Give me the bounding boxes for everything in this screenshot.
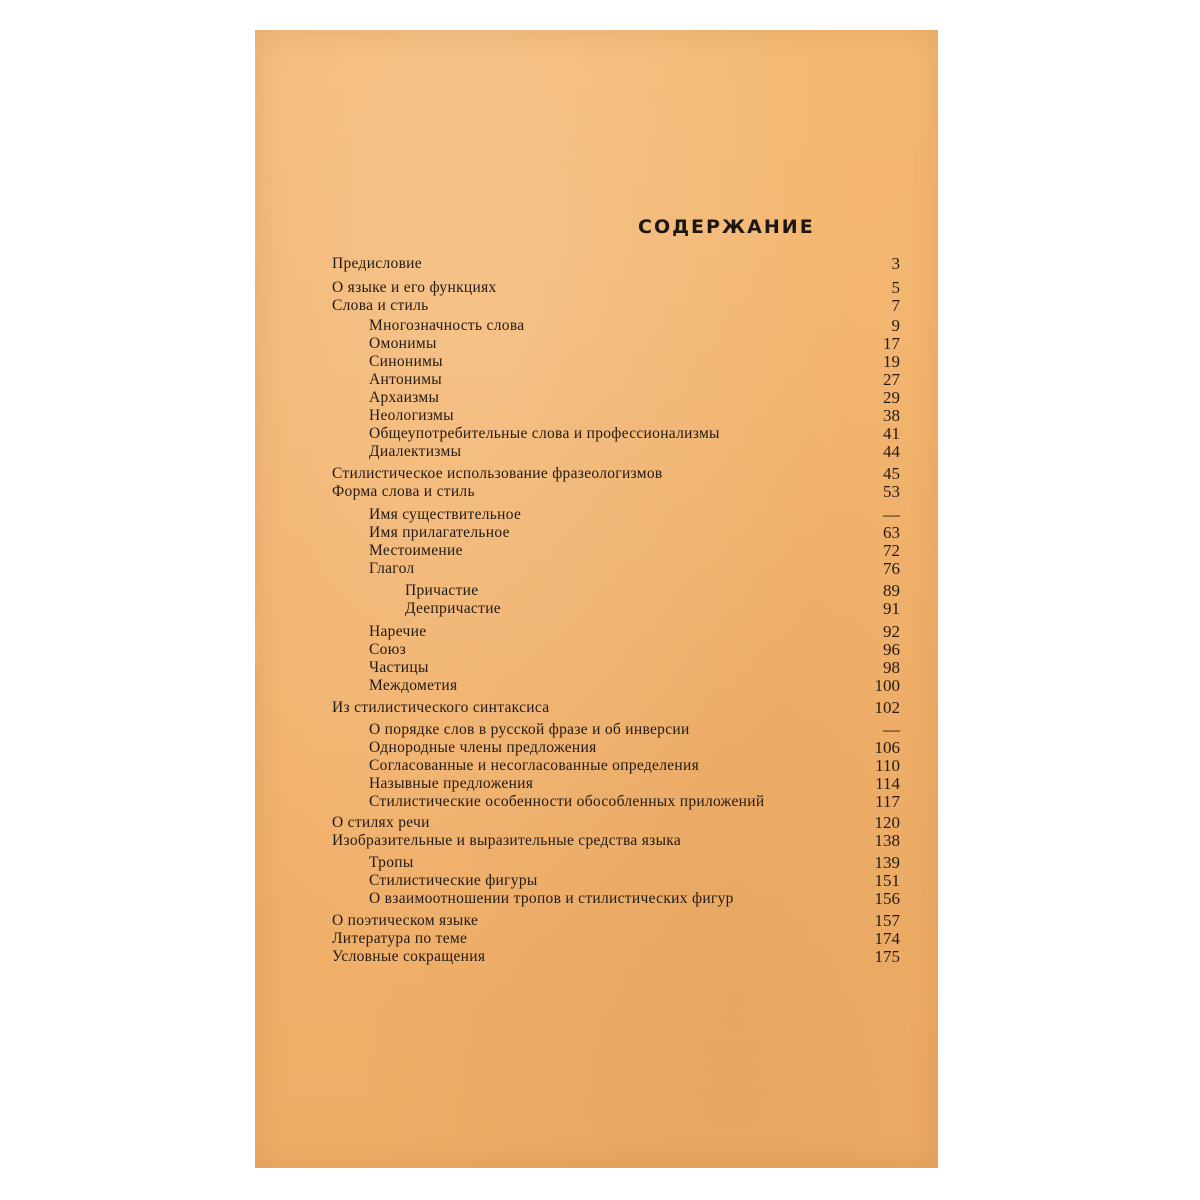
toc-entry bbox=[255, 600, 938, 618]
toc-page-number: 3 bbox=[891, 254, 900, 273]
toc-page-number: 19 bbox=[883, 352, 900, 371]
book-page bbox=[255, 30, 938, 1168]
toc-entry bbox=[255, 506, 938, 524]
toc-entry-title: Слова и стиль bbox=[332, 297, 429, 314]
toc-entry bbox=[255, 912, 938, 930]
toc-entry bbox=[255, 948, 938, 966]
toc-entry bbox=[255, 699, 938, 717]
toc-page-number: 27 bbox=[883, 370, 900, 389]
toc-entry bbox=[255, 560, 938, 578]
toc-page-number: 98 bbox=[883, 658, 900, 677]
toc-entry bbox=[255, 890, 938, 908]
toc-entry-title: Диалектизмы bbox=[369, 443, 462, 460]
toc-page-number: 175 bbox=[874, 947, 900, 966]
toc-entry bbox=[255, 739, 938, 757]
toc-page-number: 92 bbox=[883, 622, 900, 641]
toc-entry bbox=[255, 465, 938, 483]
toc-entry-title: Местоимение bbox=[369, 542, 463, 559]
toc-page-number: 41 bbox=[883, 424, 900, 443]
toc-entry bbox=[255, 335, 938, 353]
toc-entry-title: Литература по теме bbox=[332, 930, 468, 947]
toc-entry bbox=[255, 854, 938, 872]
toc-page-number: 106 bbox=[874, 738, 900, 757]
toc-entry bbox=[255, 353, 938, 371]
toc-entry-title: Изобразительные и выразительные средства языка bbox=[332, 832, 682, 849]
toc-page-number: 5 bbox=[891, 278, 900, 297]
toc-entry bbox=[255, 483, 938, 501]
toc-page-number: 29 bbox=[883, 388, 900, 407]
toc-entry bbox=[255, 677, 938, 695]
toc-entry bbox=[255, 389, 938, 407]
toc-entry-title: Неологизмы bbox=[369, 407, 454, 424]
toc-page-number: 120 bbox=[874, 813, 900, 832]
toc-entry-title: Глагол bbox=[369, 560, 415, 577]
toc-page-number: 110 bbox=[875, 756, 900, 775]
toc-entry bbox=[255, 524, 938, 542]
toc-entry-title: Антонимы bbox=[369, 371, 443, 388]
toc-page-number: 102 bbox=[874, 698, 900, 717]
toc-page-number: — bbox=[883, 720, 900, 739]
toc-entry bbox=[255, 443, 938, 461]
contents-heading: СОДЕРЖАНИЕ bbox=[638, 216, 815, 238]
toc-entry-title: Имя существительное bbox=[369, 506, 522, 523]
toc-entry bbox=[255, 659, 938, 677]
toc-entry-title: Деепричастие bbox=[405, 600, 501, 617]
toc-page-number: 151 bbox=[874, 871, 900, 890]
toc-entry-title: О порядке слов в русской фразе и об инверсии bbox=[369, 721, 690, 738]
toc-entry-title: Форма слова и стиль bbox=[332, 483, 475, 500]
toc-entry bbox=[255, 425, 938, 443]
toc-entry-title: Причастие bbox=[405, 582, 479, 599]
toc-entry bbox=[255, 814, 938, 832]
toc-entry bbox=[255, 930, 938, 948]
toc-entry bbox=[255, 721, 938, 739]
toc-entry-title: Стилистические особенности обособленных приложений bbox=[369, 793, 765, 810]
toc-page-number: 100 bbox=[874, 676, 900, 695]
toc-entry-title: Омонимы bbox=[369, 335, 437, 352]
toc-entry bbox=[255, 297, 938, 315]
toc-page-number: 17 bbox=[883, 334, 900, 353]
toc-entry bbox=[255, 371, 938, 389]
toc-page-number: 76 bbox=[883, 559, 900, 578]
toc-entry bbox=[255, 255, 938, 273]
toc-page-number: 117 bbox=[875, 792, 900, 811]
toc-entry bbox=[255, 757, 938, 775]
toc-entry-title: Общеупотребительные слова и профессионализмы bbox=[369, 425, 720, 442]
toc-page-number: 91 bbox=[883, 599, 900, 618]
toc-entry-title: Наречие bbox=[369, 623, 427, 640]
toc-entry-title: О языке и его функциях bbox=[332, 279, 497, 296]
toc-page-number: 114 bbox=[875, 774, 900, 793]
toc-entry-title: Архаизмы bbox=[369, 389, 440, 406]
toc-page-number: 7 bbox=[891, 296, 900, 315]
toc-page-number: 89 bbox=[883, 581, 900, 600]
toc-entry-title: Предисловие bbox=[332, 255, 422, 272]
toc-entry-title: Синонимы bbox=[369, 353, 443, 370]
toc-entry-title: О стилях речи bbox=[332, 814, 430, 831]
toc-entry-title: О поэтическом языке bbox=[332, 912, 479, 929]
toc-page-number: 72 bbox=[883, 541, 900, 560]
toc-page-number: 45 bbox=[883, 464, 900, 483]
toc-entry-title: Союз bbox=[369, 641, 406, 658]
toc-page-number: 138 bbox=[874, 831, 900, 850]
toc-entry bbox=[255, 317, 938, 335]
toc-entry bbox=[255, 582, 938, 600]
toc-entry-title: Имя прилагательное bbox=[369, 524, 510, 541]
toc-entry bbox=[255, 542, 938, 560]
toc-entry-title: Согласованные и несогласованные определения bbox=[369, 757, 700, 774]
toc-entry bbox=[255, 623, 938, 641]
toc-entry-title: Многозначность слова bbox=[369, 317, 525, 334]
toc-entry bbox=[255, 641, 938, 659]
toc-page-number: 157 bbox=[874, 911, 900, 930]
toc-entry-title: Назывные предложения bbox=[369, 775, 534, 792]
toc-entry-title: Из стилистического синтаксиса bbox=[332, 699, 550, 716]
toc-page-number: 44 bbox=[883, 442, 900, 461]
toc-page-number: — bbox=[883, 505, 900, 524]
toc-entry bbox=[255, 279, 938, 297]
toc-entry bbox=[255, 832, 938, 850]
toc-entry-title: Однородные члены предложения bbox=[369, 739, 597, 756]
toc-entry bbox=[255, 793, 938, 811]
toc-page-number: 96 bbox=[883, 640, 900, 659]
toc-page-number: 63 bbox=[883, 523, 900, 542]
toc-page-number: 53 bbox=[883, 482, 900, 501]
toc-entry-title: Стилистическое использование фразеологизмов bbox=[332, 465, 663, 482]
toc-entry-title: Междометия bbox=[369, 677, 458, 694]
toc-entry bbox=[255, 407, 938, 425]
toc-entry-title: Тропы bbox=[369, 854, 414, 871]
toc-entry bbox=[255, 775, 938, 793]
toc-entry-title: Стилистические фигуры bbox=[369, 872, 538, 889]
toc-entry-title: Частицы bbox=[369, 659, 429, 676]
toc-page-number: 38 bbox=[883, 406, 900, 425]
toc-entry-title: О взаимоотношении тропов и стилистических фигур bbox=[369, 890, 734, 907]
toc-entry bbox=[255, 872, 938, 890]
toc-page-number: 9 bbox=[891, 316, 900, 335]
toc-page-number: 139 bbox=[874, 853, 900, 872]
toc-entry-title: Условные сокращения bbox=[332, 948, 486, 965]
toc-page-number: 156 bbox=[874, 889, 900, 908]
toc-page-number: 174 bbox=[874, 929, 900, 948]
